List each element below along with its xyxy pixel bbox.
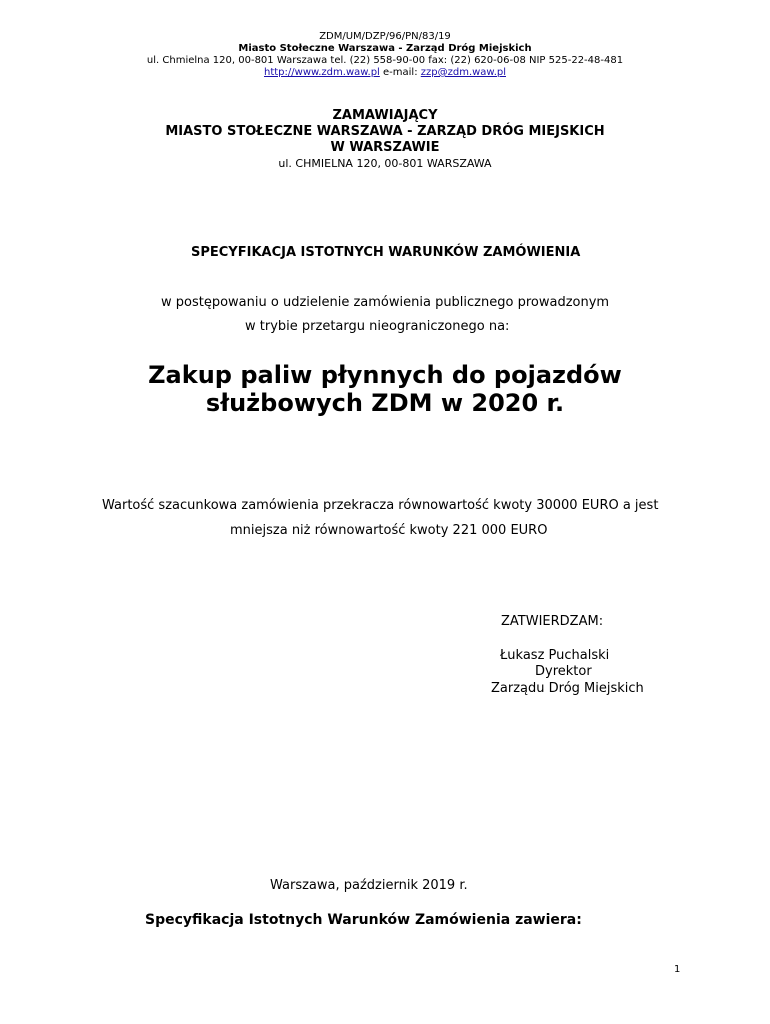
subject-title-line1: Zakup paliw płynnych do pojazdów: [148, 361, 622, 389]
spec-intro-line2: w trybie przetargu nieograniczonego na:: [245, 319, 510, 334]
reference-number: ZDM/UM/DZP/96/PN/83/19: [319, 31, 451, 42]
place-date: Warszawa, październik 2019 r.: [270, 878, 468, 893]
spec-title: SPECYFIKACJA ISTOTNYCH WARUNKÓW ZAMÓWIENIA: [191, 245, 581, 260]
letterhead-address: ul. Chmielna 120, 00-801 Warszawa tel. (22) 558-90-00 fax: (22) 620-06-08 NIP 525-22-48-481: [146, 55, 624, 66]
email-label: e-mail:: [383, 67, 418, 78]
approval-label: ZATWIERDZAM:: [501, 614, 604, 629]
orderer-name-line2: W WARSZAWIE: [330, 140, 440, 155]
orderer-address: ul. CHMIELNA 120, 00-801 WARSZAWA: [278, 157, 492, 170]
subject-title-line2: służbowych ZDM w 2020 r.: [205, 389, 565, 417]
approver-name: Łukasz Puchalski: [500, 648, 610, 663]
letterhead-contact: [0, 67, 770, 79]
spec-intro-line1: w postępowaniu o udzielenie zamówienia publicznego prowadzonym: [161, 295, 610, 310]
approver-organization: Zarządu Dróg Miejskich: [491, 681, 644, 696]
website-link[interactable]: http://www.zdm.waw.pl: [264, 67, 380, 78]
approver-role: Dyrektor: [535, 664, 592, 679]
letterhead-organization: Miasto Stołeczne Warszawa - Zarząd Dróg Miejskich: [238, 43, 532, 54]
email-link[interactable]: zzp@zdm.waw.pl: [420, 67, 506, 78]
page-number: 1: [674, 964, 681, 975]
orderer-label: ZAMAWIAJĄCY: [332, 108, 438, 123]
orderer-name-line1: MIASTO STOŁECZNE WARSZAWA - ZARZĄD DRÓG MIEJSKICH: [165, 124, 605, 139]
estimated-value-line1: Wartość szacunkowa zamówienia przekracza równowartość kwoty 30000 EURO a jest: [102, 498, 659, 513]
estimated-value-line2: mniejsza niż równowartość kwoty 221 000 EURO: [230, 523, 548, 538]
contents-heading: Specyfikacja Istotnych Warunków Zamówienia zawiera:: [145, 912, 582, 928]
